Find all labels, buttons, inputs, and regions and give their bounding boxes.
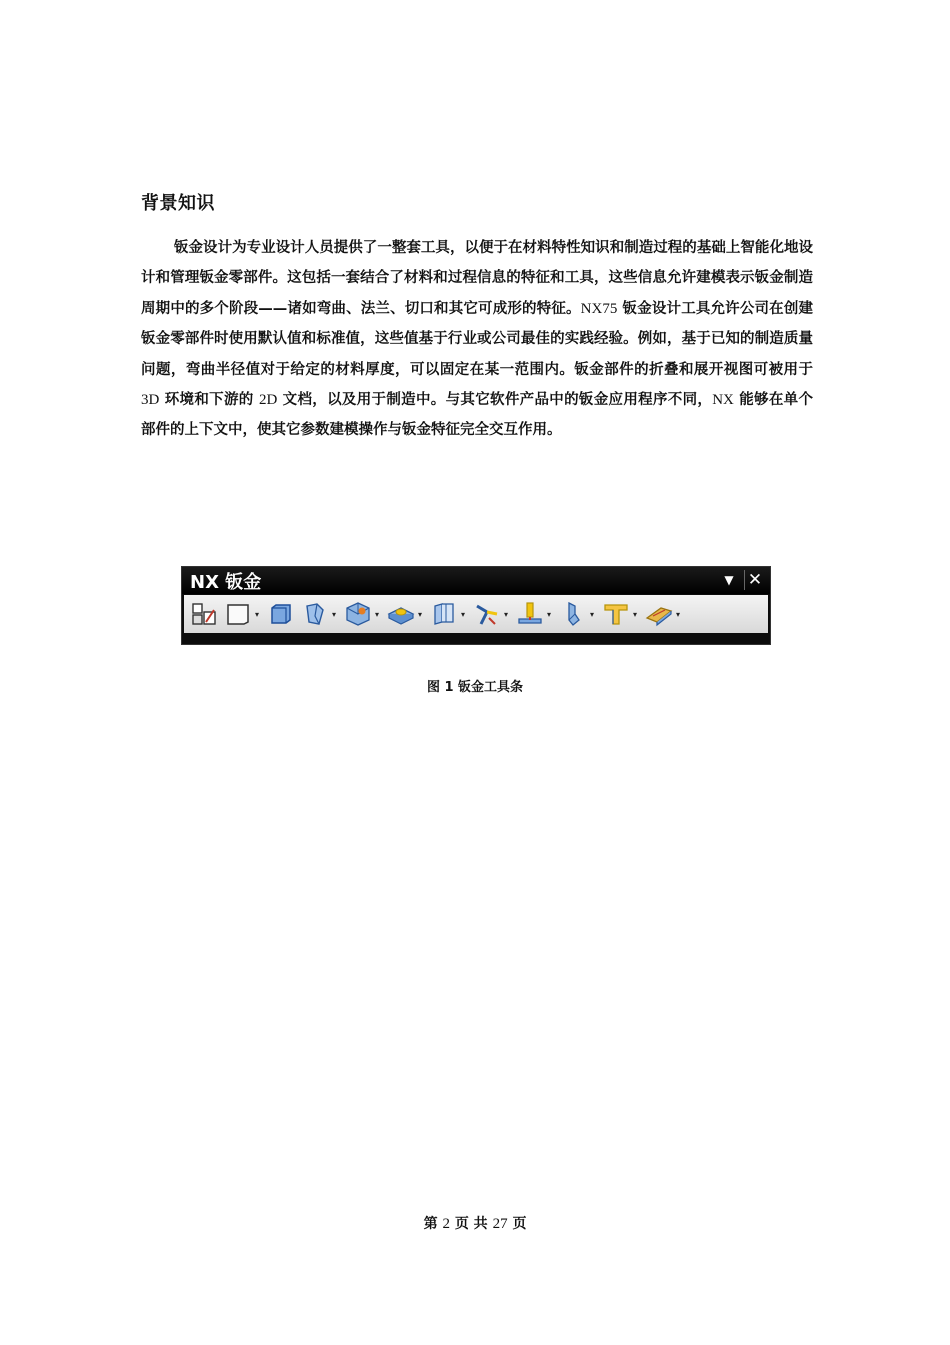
preferences-button[interactable] [190, 600, 218, 628]
contour-flange-button[interactable] [301, 600, 338, 628]
corner-icon [344, 600, 372, 628]
paragraph-nx75: NX75 [580, 300, 618, 317]
contour-flange-dropdown-icon[interactable]: ▾ [332, 609, 337, 619]
punch-button[interactable] [516, 600, 553, 628]
flat-pattern-dropdown-icon[interactable]: ▾ [676, 609, 681, 619]
corner-button[interactable] [344, 600, 381, 628]
unbend-icon [559, 600, 587, 628]
paragraph-text-3: 环境和下游的 [159, 392, 259, 409]
punch-dropdown-icon[interactable]: ▾ [547, 609, 552, 619]
gusset-icon [602, 600, 630, 628]
paragraph-nx: NX [712, 392, 734, 409]
flat-pattern-button[interactable] [645, 600, 682, 628]
toolbar-menu-icon[interactable]: ▼ [724, 573, 734, 587]
gusset-dropdown-icon[interactable]: ▾ [633, 609, 638, 619]
emboss-icon [387, 600, 415, 628]
sheet-metal-preferences-icon [190, 600, 218, 628]
gusset-button[interactable] [602, 600, 639, 628]
paragraph-text-1: 钣金设计为专业设计人员提供了一整套工具，以便于在材料特性知识和制造过程的基础上智能化地设计和管理钣金零部件。这包括一套结合了材料和过程信息的特征和工具，这些信息允许建模表示钣金制造周期中的多个阶段——诸如弯曲、法兰、切口和其它可成形的特征。 [141, 240, 813, 317]
page-footer [0, 1213, 950, 1233]
tab-dropdown-icon[interactable]: ▾ [255, 609, 260, 619]
paragraph-text-4: 文档，以及用于制造中。与其它软件产品中的钣金应用程序不同， [277, 392, 713, 409]
paragraph-text-5: 能够在单个部件的上下文中，使其它参数建模操作与钣金特征完全交互作用。 [141, 392, 813, 439]
paragraph-3d: 3D [141, 392, 160, 409]
punch-icon [516, 600, 544, 628]
sheet-metal-toolbar [181, 566, 771, 645]
footer-mid: 页 共 [454, 1216, 488, 1232]
footer-prefix: 第 [423, 1216, 438, 1232]
flange-icon [267, 600, 295, 628]
body-paragraph [141, 233, 813, 446]
toolbar-title: NX 钣金 [190, 572, 262, 593]
form-feature-button[interactable] [430, 600, 467, 628]
flat-pattern-icon [645, 600, 673, 628]
bend-dropdown-icon[interactable]: ▾ [504, 609, 509, 619]
toolbar-button-strip [184, 595, 768, 633]
footer-page-number: 2 [442, 1216, 450, 1232]
tab-button[interactable] [224, 600, 261, 628]
footer-total-pages: 27 [492, 1216, 508, 1232]
unbend-button[interactable] [559, 600, 596, 628]
contour-flange-icon [301, 600, 329, 628]
emboss-dropdown-icon[interactable]: ▾ [418, 609, 423, 619]
emboss-button[interactable] [387, 600, 424, 628]
toolbar-titlebar[interactable] [182, 567, 770, 594]
tab-icon [224, 600, 252, 628]
unbend-dropdown-icon[interactable]: ▾ [590, 609, 595, 619]
form-feature-icon [430, 600, 458, 628]
paragraph-text-2: 钣金设计工具允许公司在创建钣金零部件时使用默认值和标准值，这些值基于行业或公司最佳的实践经验。例如，基于已知的制造质量问题，弯曲半径值对于给定的材料厚度，可以固定在某一范围内。钣金部件的折叠和展开视图可被用于 [141, 300, 813, 378]
corner-dropdown-icon[interactable]: ▾ [375, 609, 380, 619]
section-title: 背景知识 [141, 193, 215, 214]
bend-icon [473, 600, 501, 628]
figure-caption: 图 1 钣金工具条 [426, 680, 524, 695]
footer-suffix: 页 [512, 1216, 527, 1232]
form-feature-dropdown-icon[interactable]: ▾ [461, 609, 466, 619]
bend-button[interactable] [473, 600, 510, 628]
flange-button[interactable] [267, 600, 295, 628]
toolbar-close-icon[interactable]: ✕ [744, 570, 765, 590]
paragraph-2d: 2D [258, 392, 278, 409]
